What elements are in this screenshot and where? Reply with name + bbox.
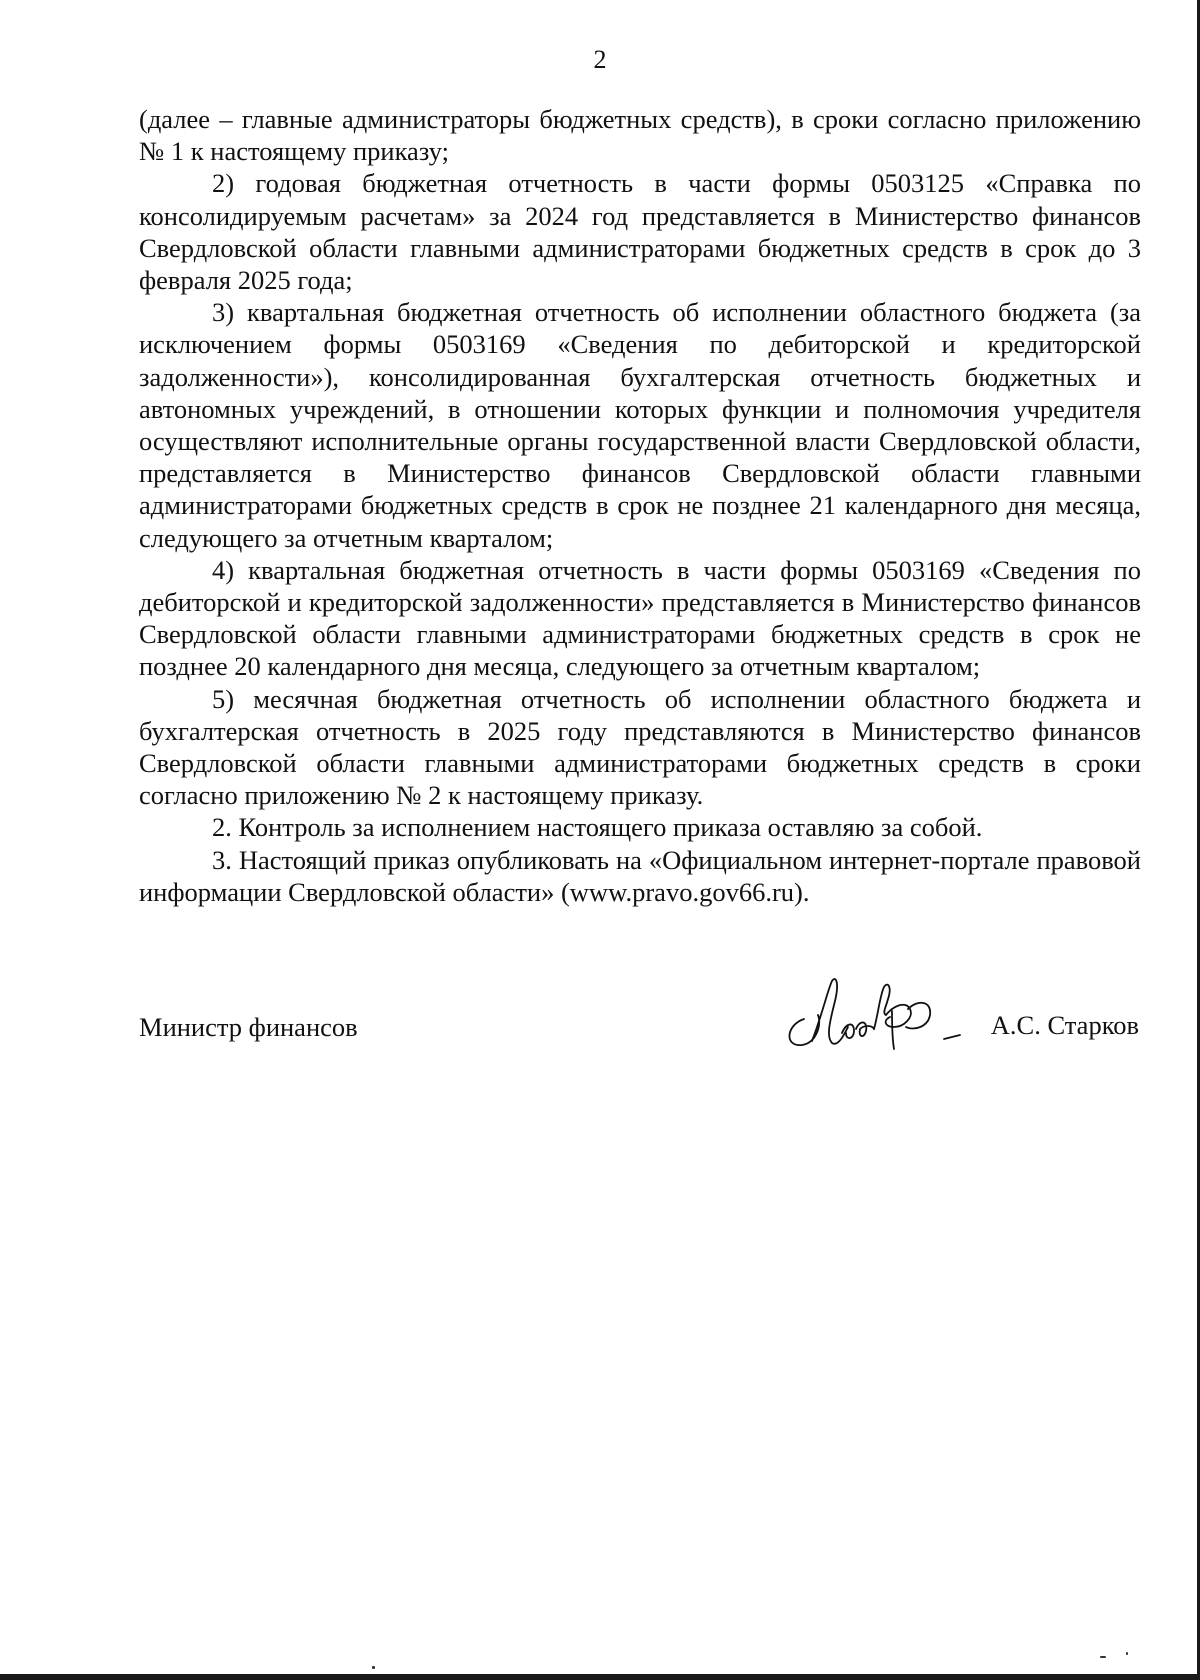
scan-speck	[1100, 1656, 1106, 1658]
handwritten-signature	[782, 975, 962, 1053]
signatory-name: А.С. Старков	[990, 1010, 1139, 1040]
paragraph-item-3: 3) квартальная бюджетная отчетность об исполнении областного бюджета (за исключением формы 0503169 «Сведения по дебиторской и кредиторской задолженности»), консолидированная бухгалтерская отчетность бюджетных и автономных учреждений, в отношении которых функции и полномочия учредителя осуществляют исполнительные органы государственной власти Свердловской области, представляется в Министерство финансов Свердловской области главными администраторами бюджетных средств в срок не позднее 21 календарного дня месяца, следующего за отчетным кварталом;	[139, 297, 1141, 553]
page-number: 2	[593, 45, 607, 74]
document-body	[139, 103, 1141, 908]
scan-border-bottom	[0, 1674, 1200, 1680]
paragraph-item-5: 5) месячная бюджетная отчетность об исполнении областного бюджета и бухгалтерская отчетность в 2025 году представляются в Министерство финансов Свердловской области главными администраторами бюджетных средств в сроки согласно приложению № 2 к настоящему приказу.	[139, 683, 1141, 811]
signature-block	[139, 975, 1141, 1055]
scan-speck	[372, 1666, 375, 1669]
paragraph-publication-clause: 3. Настоящий приказ опубликовать на «Официальном интернет-портале правовой информации Свердловской области» (www.pravo.gov66.ru).	[139, 844, 1141, 907]
paragraph-item-4: 4) квартальная бюджетная отчетность в части формы 0503169 «Сведения по дебиторской и кредиторской задолженности» представляется в Министерство финансов Свердловской области главными администраторами бюджетных средств в срок не позднее 20 календарного дня месяца, следующего за отчетным кварталом;	[139, 554, 1141, 682]
scan-speck	[1126, 1652, 1128, 1655]
signatory-position: Министр финансов	[139, 1012, 358, 1042]
paragraph-continuation: (далее – главные администраторы бюджетных средств), в сроки согласно приложению № 1 к настоящему приказу;	[139, 104, 1141, 167]
paragraph-item-2: 2) годовая бюджетная отчетность в части формы 0503125 «Справка по консолидируемым расчетам» за 2024 год представляется в Министерство финансов Свердловской области главными администраторами бюджетных средств в срок до 3 февраля 2025 года;	[139, 168, 1141, 296]
paragraph-control-clause: 2. Контроль за исполнением настоящего приказа оставляю за собой.	[212, 812, 983, 843]
